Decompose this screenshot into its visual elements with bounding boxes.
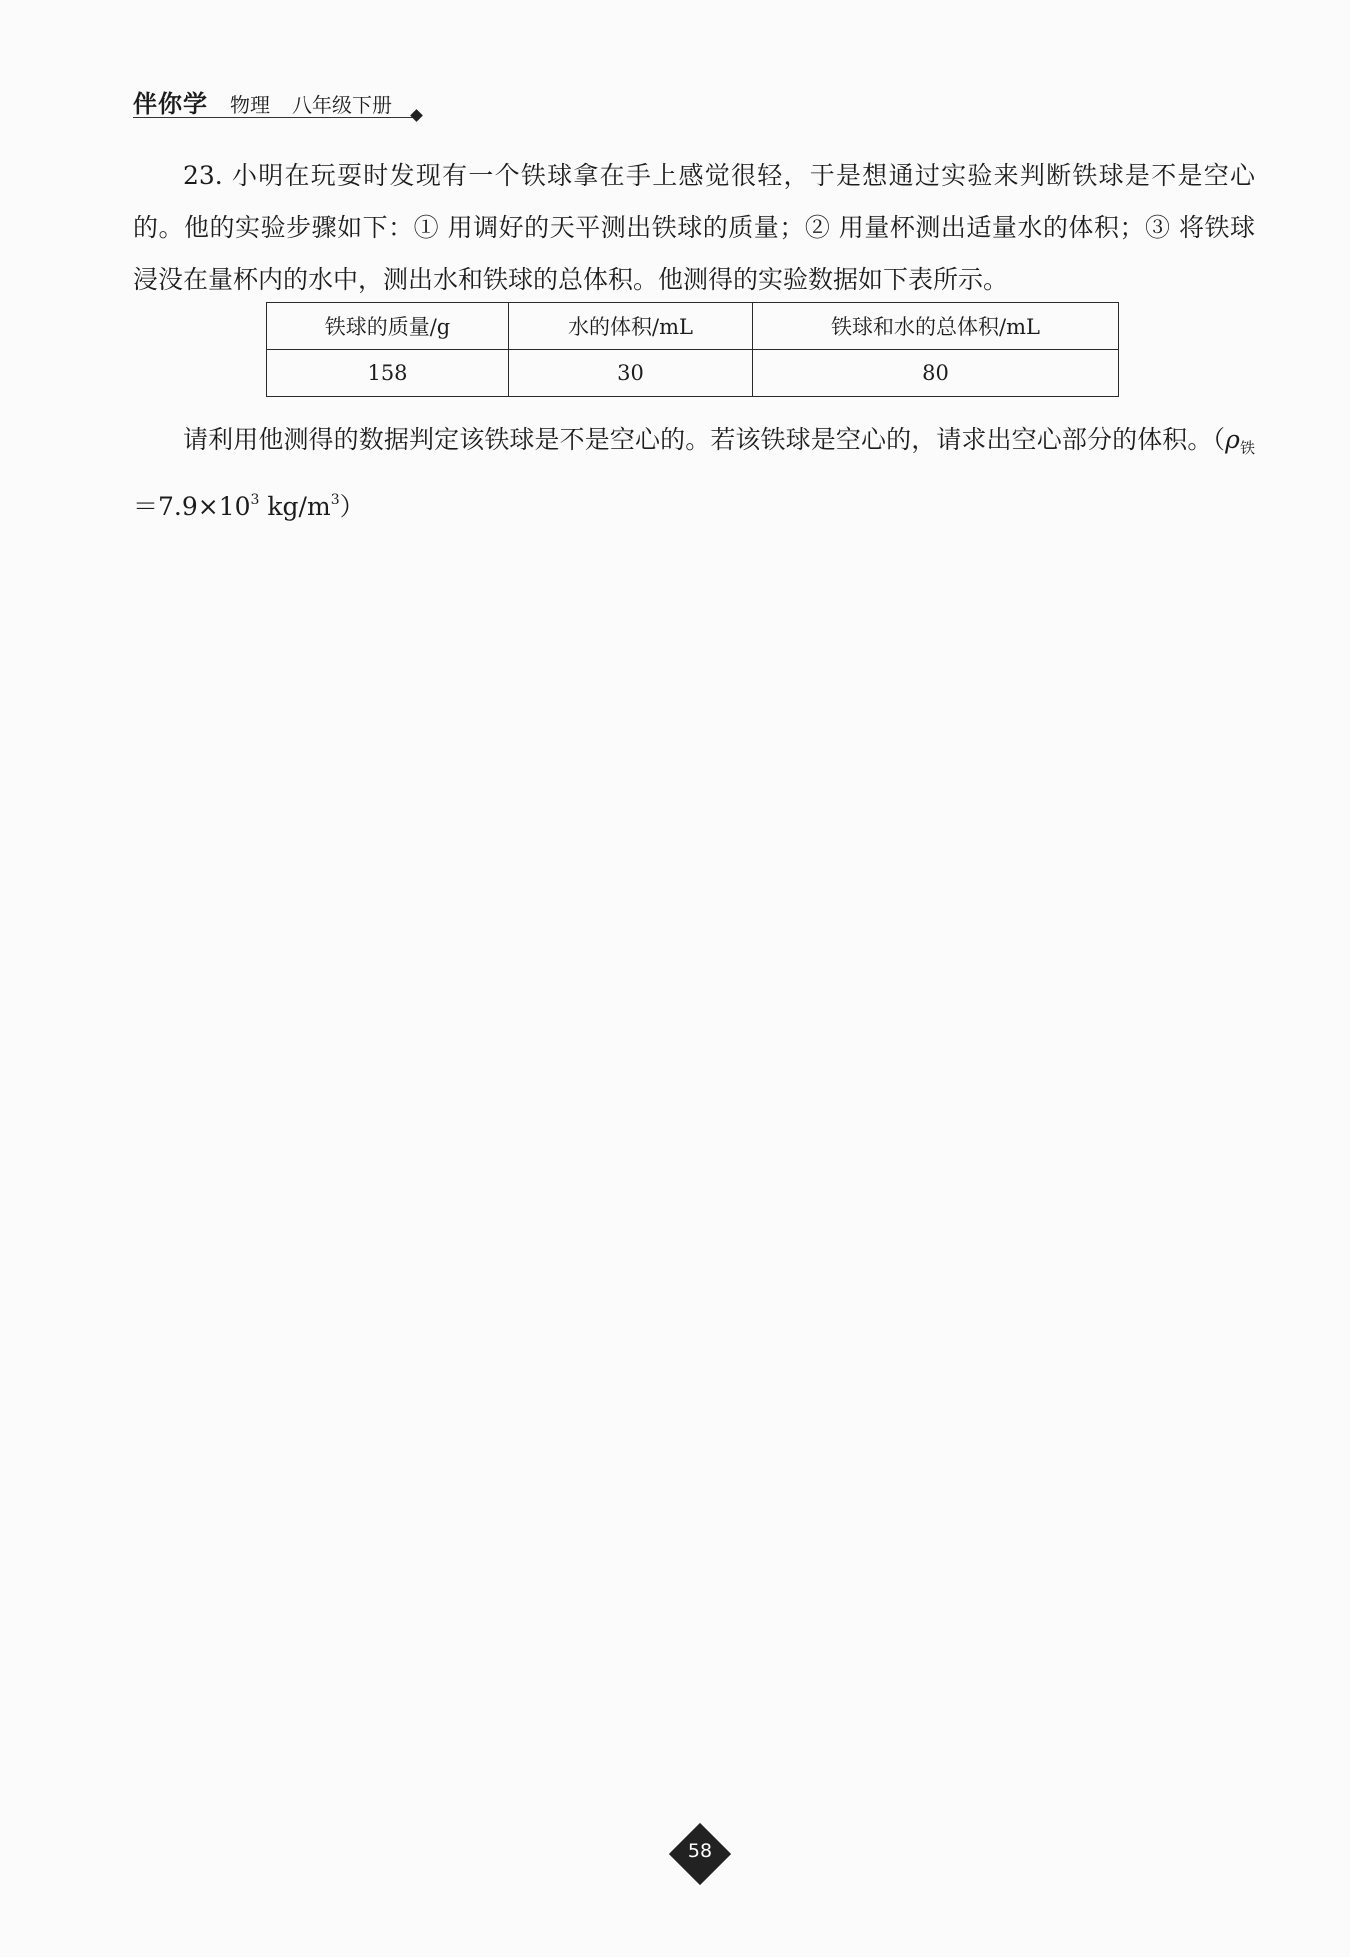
density-exponent: 3 [250,492,260,508]
question-number: 23. [183,161,223,190]
page-number: 58 [687,1840,713,1862]
grade-label: 八年级下册 [292,93,392,117]
question-intro-text: 小明在玩耍时发现有一个铁球拿在手上感觉很轻，于是想通过实验来判断铁球是不是空心的。他的实验步骤如下：① 用调好的天平测出铁球的质量；② 用量杯测出适量水的体积；③ 将铁球浸没在量杯内的水中，测出水和铁球的总体积。他测得的实验数据如下表所示。 [133,161,1255,294]
table-header-cell: 铁球的质量/g [267,303,509,350]
question-prompt [133,414,1255,533]
table-row [267,350,1119,397]
density-value: ＝7.9×10 [133,492,251,521]
unit-exponent: 3 [330,492,340,508]
table-header-row [267,303,1119,350]
paren-open: （ [1212,425,1226,454]
book-brand: 伴你学 [133,90,208,118]
table-cell: 30 [509,350,753,397]
header-rule [133,117,415,118]
table-header-cell: 铁球和水的总体积/mL [753,303,1119,350]
paren-close: ） [339,492,365,521]
subject-label: 物理 [230,93,270,117]
question-prompt-text: 请利用他测得的数据判定该铁球是不是空心的。若该铁球是空心的，请求出空心部分的体积。 [183,425,1213,454]
table-cell: 158 [267,350,509,397]
rho-subscript: 铁 [1239,439,1255,457]
question-intro [133,150,1255,306]
data-table [266,302,1119,397]
rho-symbol: ρ [1225,425,1240,454]
table-cell: 80 [753,350,1119,397]
density-unit: kg/m [259,492,331,521]
table-header-cell: 水的体积/mL [509,303,753,350]
header-diamond-icon [410,109,423,122]
running-header [133,84,392,119]
